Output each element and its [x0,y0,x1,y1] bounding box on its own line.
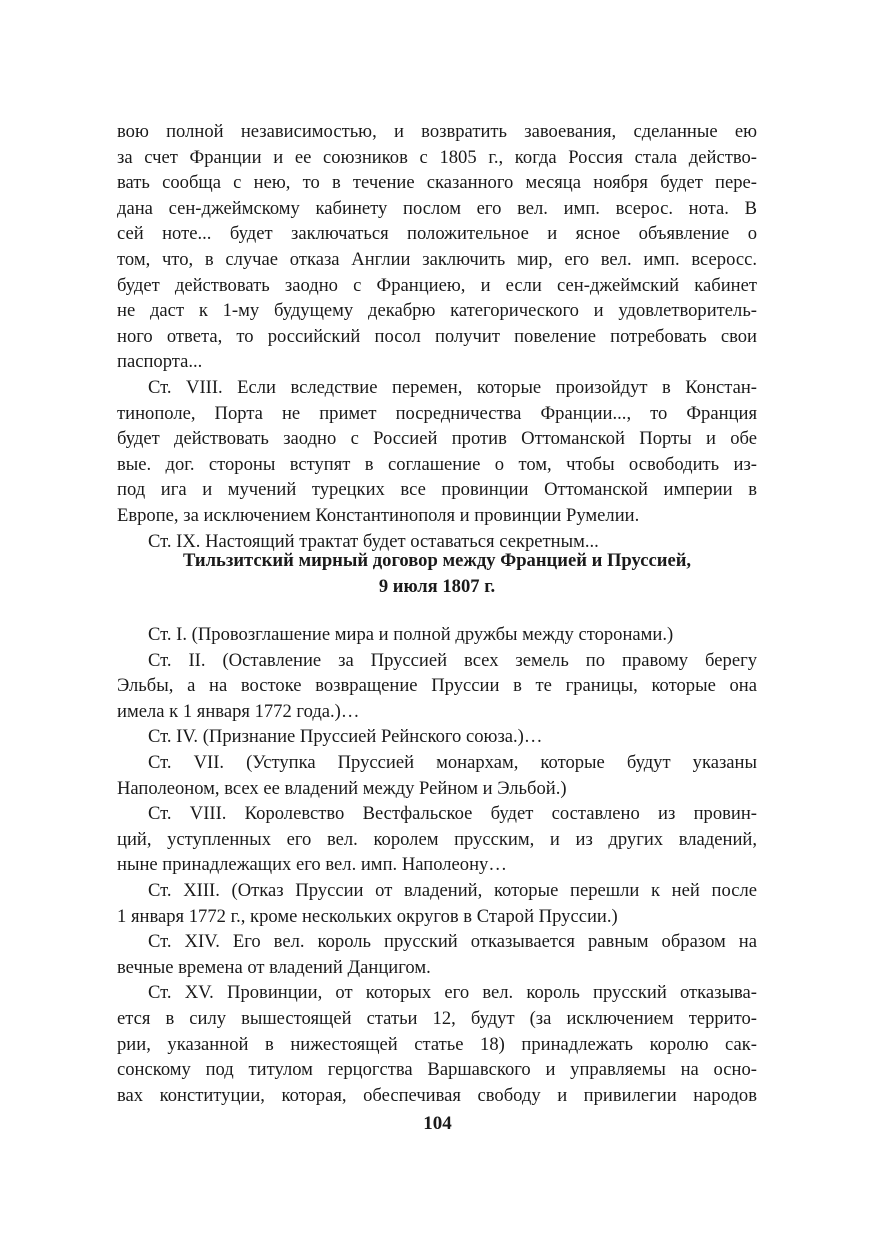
article-line: Ст. XV. Провинции, от которых его вел. король прусский отказыва- [148,982,757,1004]
paragraph-line: рии, указанной в нижестоящей статье 18) принадлежать королю сак- [117,1033,757,1055]
paragraph-line: ется в силу вышестоящей статьи 12, будут (за исключением террито- [117,1007,757,1029]
paragraph-line: ций, уступленных его вел. королем прусским, и из других владений, [117,828,757,850]
paragraph-line: Эльбы, а на востоке возвращение Пруссии в те границы, которые она [117,675,757,697]
paragraph-line: ныне принадлежащих его вел. имп. Наполеону… [117,854,507,876]
article-line: Ст. I. (Провозглашение мира и полной дружбы между сторонами.) [148,624,674,645]
paragraph-line: дана сен-джеймскому кабинету послом его вел. имп. всерос. нота. В [117,197,757,219]
article-line: Ст. II. (Оставление за Пруссией всех земель по правому берегу [148,649,757,671]
text-block-tilsit-treaty [117,622,757,1108]
paragraph-line: вою полной независимостью, и возвратить завоевания, сделанные ею [117,121,757,142]
article-line: Ст. IV. (Признание Пруссией Рейнского союза.)… [148,726,543,748]
paragraph-line: 1 января 1772 г., кроме нескольких округов в Старой Пруссии.) [117,905,618,927]
paragraph-line: ного ответа, то российский посол получит повеление потребовать свои [117,325,757,347]
paragraph-line: тинополе, Порта не примет посредничества Франции..., то Франция [117,402,757,424]
paragraph-line: вечные времена от владений Данцигом. [117,956,431,978]
paragraph-line: за счет Франции и ее союзников с 1805 г., когда Россия стала действо- [117,146,757,168]
page-number: 104 [423,1113,452,1134]
paragraph-line: вах конституции, которая, обеспечивая свободу и привилегии народов [117,1084,757,1106]
paragraph-line: будет действовать заодно с Россией против Оттоманской Порты и обе [117,428,757,450]
paragraph-line: вать сообща с нею, то в течение сказанного месяца ноября будет пере- [117,172,757,194]
article-line: Ст. VIII. Если вследствие перемен, которые произойдут в Констан- [148,376,757,398]
article-line: Ст. VII. (Уступка Пруссией монархам, которые будут указаны [148,751,757,773]
paragraph-line: не даст к 1-му будущему декабрю категорического и удовлетворитель- [117,300,757,322]
text-block-secret-articles [117,119,757,554]
paragraph-line: сонскому под титулом герцогства Варшавского и управляемы на осно- [117,1059,757,1081]
paragraph-line: вые. дог. стороны вступят в соглашение о том, чтобы освободить из- [117,453,757,475]
article-line: Ст. VIII. Королевство Вестфальское будет составлено из провин- [148,803,757,825]
paragraph-line: имела к 1 января 1772 года.)… [117,700,360,722]
section-heading-title: Тильзитский мирный договор между Францией и Пруссией, [182,550,692,571]
paragraph-line: Наполеоном, всех ее владений между Рейном и Эльбой.) [117,777,567,799]
section-heading [117,548,757,599]
paragraph-line: под ига и мучений турецких все провинции Оттоманской империи в [117,479,757,501]
paragraph-line: Европе, за исключением Константинополя и провинции Румелии. [117,504,640,526]
paragraph-line: будет действовать заодно с Франциею, и если сен-джеймский кабинет [117,274,757,296]
section-heading-date: 9 июля 1807 г. [378,575,496,597]
article-line: Ст. XIII. (Отказ Пруссии от владений, которые перешли к ней после [148,879,757,901]
article-line: Ст. XIV. Его вел. король прусский отказывается равным образом на [148,931,757,953]
paragraph-line: сей ноте... будет заключаться положительное и ясное объявление о [117,223,757,245]
paragraph-line: паспорта... [117,351,203,373]
paragraph-line: том, что, в случае отказа Англии заключить мир, его вел. имп. всеросс. [117,248,757,270]
article-line: Ст. IX. Настоящий трактат будет оставаться секретным... [148,530,599,552]
